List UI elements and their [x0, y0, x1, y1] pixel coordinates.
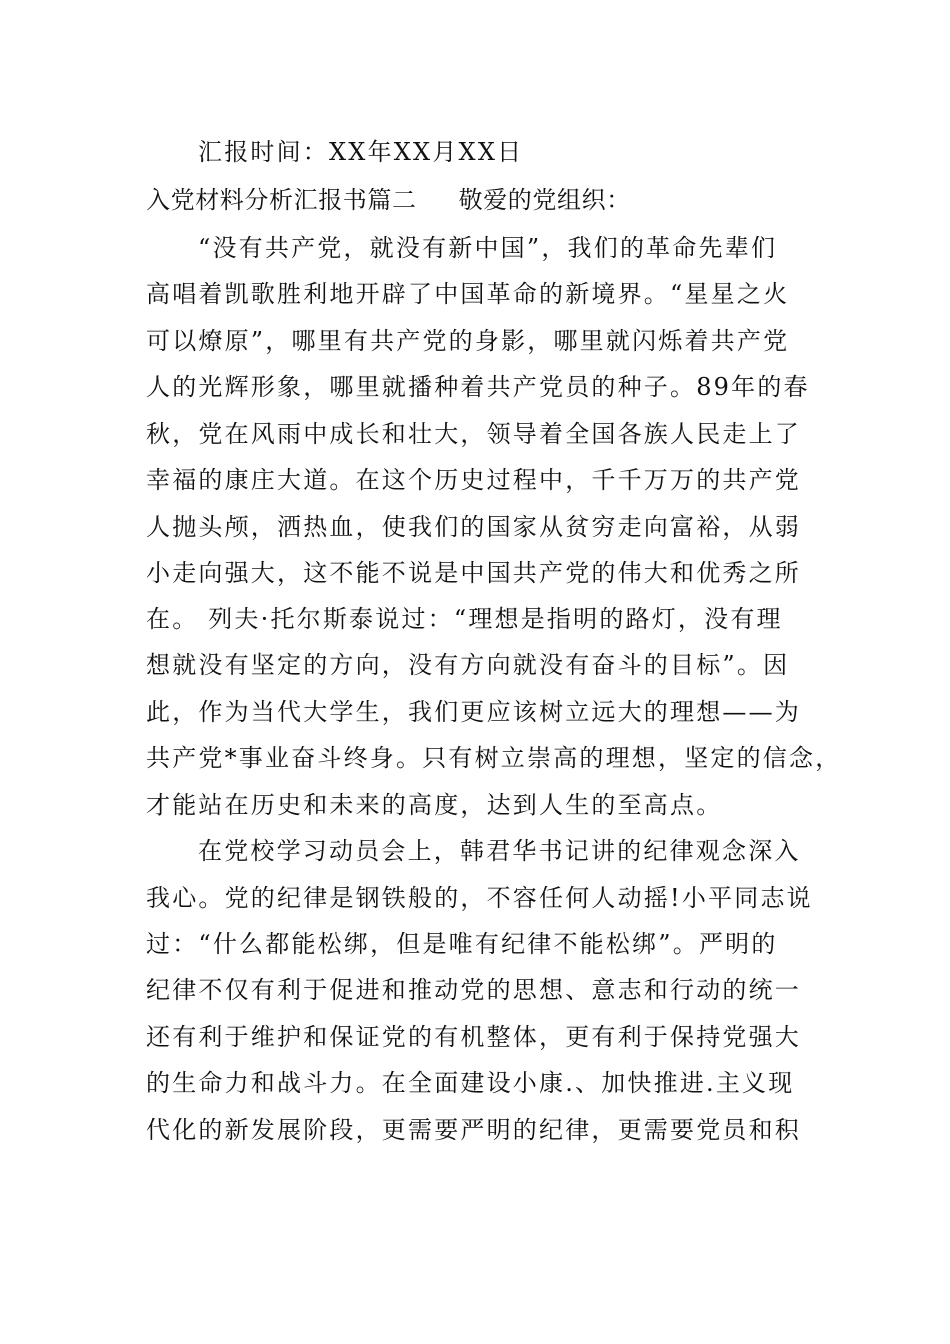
paragraph-line: 我心。党的纪律是钢铁般的，不容任何人动摇!小平同志说	[146, 884, 813, 912]
document-title: 入党材料分析汇报书篇二	[146, 186, 417, 214]
paragraph-line: 可以燎原”，哪里有共产党的身影，哪里就闪烁着共产党	[146, 327, 790, 355]
greeting: 敬爱的党组织：	[458, 186, 631, 214]
paragraph-line: 此，作为当代大学生，我们更应该树立远大的理想——为	[146, 698, 801, 726]
paragraph-line: 人的光辉形象，哪里就播种着共产党员的种子。89年的春	[146, 373, 810, 401]
paragraph-line: 想就没有坚定的方向，没有方向就没有奋斗的目标”。因	[146, 651, 790, 679]
paragraph-line: 幸福的康庄大道。在这个历史过程中，千千万万的共产党	[146, 466, 801, 494]
paragraph-line: 才能站在历史和未来的高度，达到人生的至高点。	[146, 791, 723, 819]
paragraph-line: 的生命力和战斗力。在全面建设小康.、加快推进.主义现	[146, 1069, 795, 1097]
paragraph-line: 在。 列夫·托尔斯泰说过：“理想是指明的路灯，没有理	[146, 605, 783, 633]
paragraph-line: 纪律不仅有利于促进和推动党的思想、意志和行动的统一	[146, 976, 801, 1004]
paragraph-line: 高唱着凯歌胜利地开辟了中国革命的新境界。“星星之火	[146, 280, 790, 308]
paragraph-line: 共产党*事业奋斗终身。只有树立崇高的理想，坚定的信念，	[146, 744, 842, 772]
report-date: 汇报时间：XX年XX月XX日	[198, 138, 524, 166]
paragraph-line: “没有共产党，就没有新中国”，我们的革命先辈们	[198, 234, 778, 262]
paragraph-line: 代化的新发展阶段，更需要严明的纪律，更需要党员和积	[146, 1116, 801, 1144]
paragraph-line: 过：“什么都能松绑，但是唯有纪律不能松绑”。严明的	[146, 930, 778, 958]
paragraph-line: 在党校学习动员会上，韩君华书记讲的纪律观念深入	[198, 837, 801, 865]
paragraph-line: 小走向强大，这不能不说是中国共产党的伟大和优秀之所	[146, 559, 801, 587]
paragraph-line: 秋，党在风雨中成长和壮大，领导着全国各族人民走上了	[146, 420, 801, 448]
paragraph-line: 还有利于维护和保证党的有机整体，更有利于保持党强大	[146, 1023, 801, 1051]
paragraph-line: 人抛头颅，洒热血，使我们的国家从贫穷走向富裕，从弱	[146, 513, 801, 541]
heading-line	[146, 185, 826, 215]
